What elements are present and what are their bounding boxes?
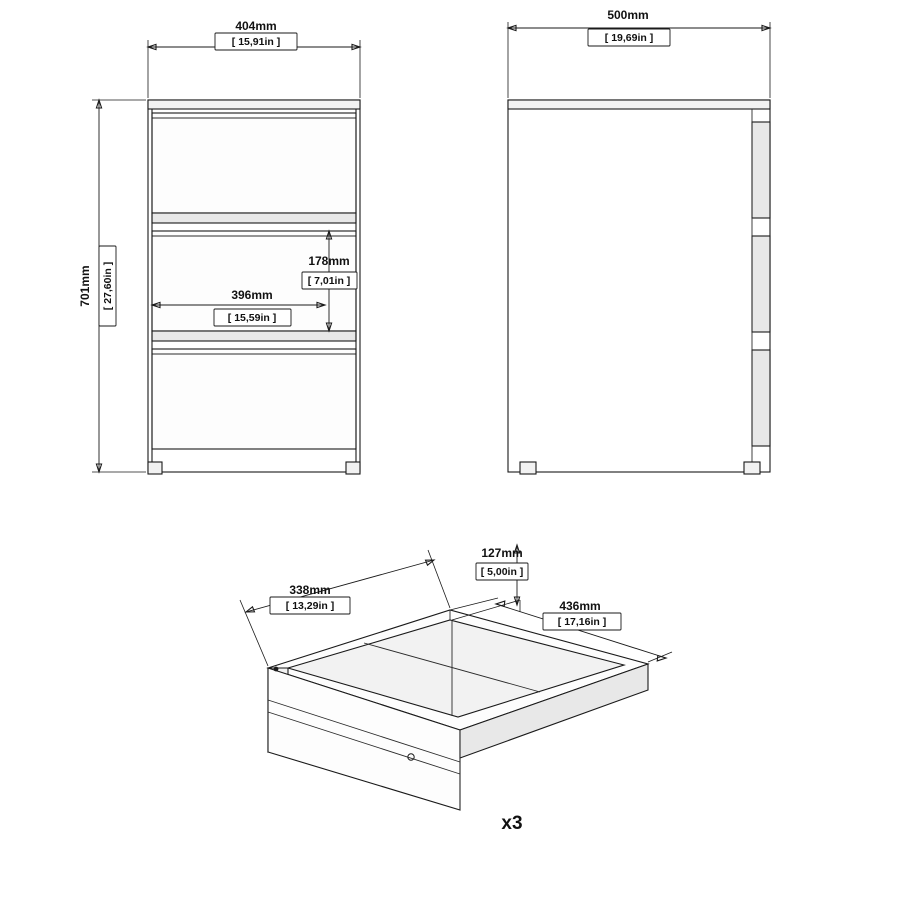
dim-drawer-box-width-in: [ 13,29in ]	[285, 599, 335, 612]
side-top-panel	[508, 100, 770, 109]
dim-drawer-front-width-in: [ 15,59in ]	[227, 311, 277, 324]
side-drawer-3-front	[752, 350, 770, 446]
drawer-quantity-label: x3	[501, 813, 523, 835]
dim-drawer-front-height-in: [ 7,01in ]	[307, 274, 351, 287]
dim-side-depth	[508, 8, 770, 98]
side-foot-back	[520, 462, 536, 474]
dim-front-height-mm: 701mm	[78, 265, 93, 307]
dim-side-depth-mm: 500mm	[607, 8, 649, 23]
side-drawer-2-front	[752, 236, 770, 332]
side-elevation-view	[508, 8, 770, 474]
side-cabinet-body	[508, 100, 770, 472]
front-drawer-1	[152, 113, 356, 213]
front-drawer-3	[152, 349, 356, 449]
dim-front-width	[148, 19, 360, 98]
dim-drawer-box-depth-in: [ 17,16in ]	[557, 615, 607, 628]
dim-drawer-front-height-mm: 178mm	[308, 254, 350, 269]
dim-drawer-box-height-mm: 127mm	[481, 546, 523, 561]
front-elevation-view	[78, 19, 360, 474]
front-foot-right	[346, 462, 360, 474]
front-gap-2	[152, 331, 356, 341]
dim-front-height	[78, 100, 146, 472]
dim-drawer-box-height-in: [ 5,00in ]	[480, 565, 524, 578]
dim-front-width-in: [ 15,91in ]	[231, 35, 281, 48]
front-top-panel	[148, 100, 360, 109]
front-gap-1	[152, 213, 356, 223]
front-foot-left	[148, 462, 162, 474]
dim-front-height-in: [ 27,60in ]	[101, 261, 114, 311]
dim-drawer-front-width-mm: 396mm	[231, 288, 273, 303]
dim-drawer-box-height	[452, 545, 528, 620]
side-foot-front	[744, 462, 760, 474]
dim-drawer-box-width-mm: 338mm	[289, 583, 331, 598]
dim-side-depth-in: [ 19,69in ]	[604, 31, 654, 44]
drawer-fitting-dot-left	[274, 667, 279, 672]
drawer-isometric-view	[240, 545, 672, 834]
dim-drawer-box-depth-mm: 436mm	[559, 599, 601, 614]
side-drawer-1-front	[752, 122, 770, 218]
dim-front-width-mm: 404mm	[235, 19, 277, 34]
